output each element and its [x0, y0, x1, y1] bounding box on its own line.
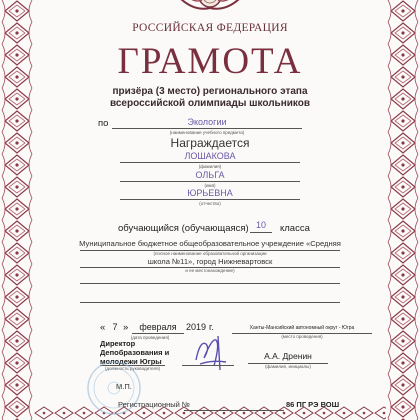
- first-name-underline: [120, 181, 300, 182]
- first-name-caption: (имя): [204, 183, 216, 188]
- date-month-underline: [132, 333, 184, 334]
- signature-underline: [182, 365, 234, 366]
- date-month: февраля: [139, 322, 177, 332]
- grade-suffix: класса: [280, 223, 310, 234]
- date-quote-close: »: [123, 322, 129, 333]
- director-title-line-1: Директор: [100, 339, 136, 348]
- registration-label: Регистрационный №: [118, 400, 190, 409]
- registration-value: 86 ПГ РЭ ВОШ: [286, 400, 340, 409]
- emblem-icon: [174, 0, 246, 12]
- school-line-1: Муниципальное бюджетное общеобразовательное учреждение «Средняя: [79, 239, 341, 248]
- first-name-value: ОЛЬГА: [195, 170, 225, 180]
- last-name-caption: (фамилия): [198, 164, 222, 169]
- subject-caption: (наименование учебного предмета): [169, 130, 245, 135]
- date-day: 7: [112, 322, 118, 332]
- director-title-line-2: Депобразования и: [100, 348, 170, 357]
- patronymic-value: ЮРЬЕВНА: [187, 188, 233, 198]
- school-underline-3: [80, 283, 340, 284]
- registration-underline: [184, 410, 284, 411]
- school-line-2: школа №11», город Нижневартовск: [147, 257, 273, 266]
- date-quote-open: «: [100, 322, 106, 333]
- date-year-suffix: г.: [209, 322, 214, 332]
- director-title-line-3: молодежи Югры: [100, 357, 162, 366]
- stamp-placeholder-label: М.П.: [116, 382, 132, 391]
- subject-underline: [112, 128, 302, 129]
- country-heading: РОССИЙСКАЯ ФЕДЕРАЦИЯ: [132, 22, 288, 34]
- event-place-caption: (место проведения): [281, 334, 323, 339]
- subtitle-line-2: всероссийской олимпиады школьников: [109, 98, 311, 109]
- date-year: 2019: [186, 322, 207, 332]
- subtitle-line-1: призёра (3 место) регионального этапа: [112, 86, 308, 97]
- grade-value: 10: [255, 220, 266, 230]
- grade-label: обучающийся (обучающаяся): [118, 223, 249, 234]
- subject-prefix: по: [98, 118, 109, 129]
- event-place: Ханты-Мансийский автономный округ - Югра: [249, 325, 355, 331]
- patronymic-underline: [120, 199, 300, 200]
- school-caption-2: и ее местонахождение): [185, 268, 235, 273]
- school-underline-4: [80, 302, 340, 303]
- award-heading: Награждается: [170, 136, 250, 150]
- patronymic-caption: (отчество): [199, 201, 221, 206]
- school-caption-1: (полное наименование образовательной организации: [153, 251, 267, 256]
- director-name: А.А. Дренин: [264, 351, 312, 361]
- director-name-caption: (фамилия, инициалы): [265, 364, 311, 369]
- last-name-underline: [120, 162, 300, 163]
- date-caption: (дата проведения): [130, 335, 170, 340]
- last-name-value: ЛОШАКОВА: [184, 151, 236, 161]
- certificate-title: ГРАМОТА: [117, 41, 303, 82]
- director-title-caption: (должность руководителя): [104, 366, 161, 371]
- subject-value: Экологии: [187, 117, 227, 127]
- grade-underline: [250, 232, 272, 233]
